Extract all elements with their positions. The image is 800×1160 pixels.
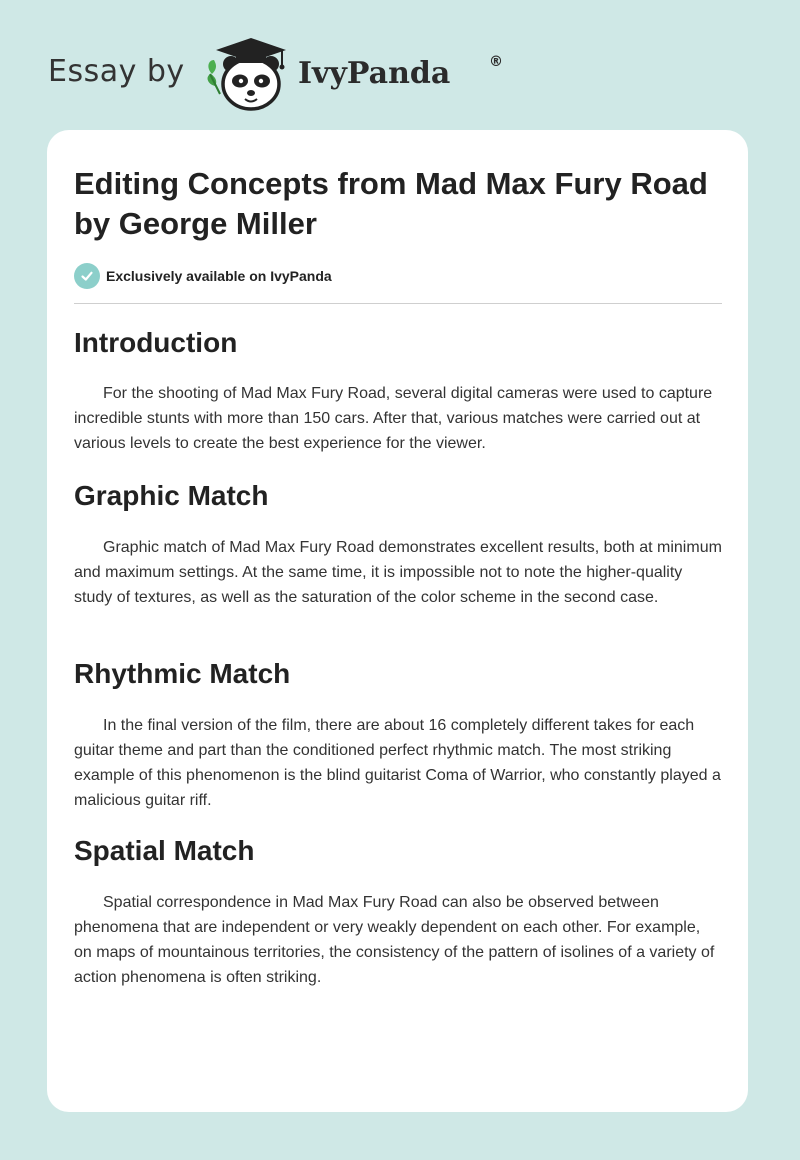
title-divider (74, 303, 722, 304)
section-graphic-match (74, 479, 722, 610)
section-rhythmic-match (74, 657, 722, 813)
panda-graduation-cap-icon[interactable] (202, 34, 294, 112)
article-card (47, 130, 748, 1112)
check-circle-icon (74, 263, 100, 289)
brand-name: IvyPanda (298, 56, 451, 91)
section-heading: Spatial Match (74, 835, 255, 866)
section-heading: Introduction (74, 327, 238, 358)
section-paragraph: In the final version of the film, there are about 16 completely different takes for each guitar theme and part than the conditioned perfect rhythmic match. The most striking example of this phenomenon is the blind guitarist Coma of Warrior, who constantly played a malicious guitar riff. (74, 717, 721, 809)
section-heading: Graphic Match (74, 480, 269, 511)
registered-mark: ® (489, 54, 503, 70)
section-spatial-match (74, 834, 722, 990)
section-paragraph: Spatial correspondence in Mad Max Fury Road can also be observed between phenomena that are independent or very weakly dependent on each other. For example, on maps of mountainous territories, the consistency of the pattern of isolines of a variety of action phenomena is often striking. (74, 894, 715, 986)
section-heading: Rhythmic Match (74, 658, 291, 689)
section-paragraph: Graphic match of Mad Max Fury Road demonstrates excellent results, both at minimum and maximum settings. At the same time, it is impossible not to note the higher-quality study of textures, as well as the saturation of the color scheme in the second case. (74, 539, 722, 606)
brand-prefix: Essay by (48, 54, 185, 89)
section-introduction (74, 326, 722, 456)
exclusive-badge-text: Exclusively available on IvyPanda (106, 268, 332, 284)
article-title: Editing Concepts from Mad Max Fury Road by George Miller (74, 166, 708, 241)
section-paragraph: For the shooting of Mad Max Fury Road, several digital cameras were used to capture incredible stunts with more than 150 cars. After that, various matches were carried out at various levels to create the best experience for the viewer. (74, 385, 713, 452)
brand-header (48, 34, 508, 114)
exclusive-badge (74, 263, 332, 289)
